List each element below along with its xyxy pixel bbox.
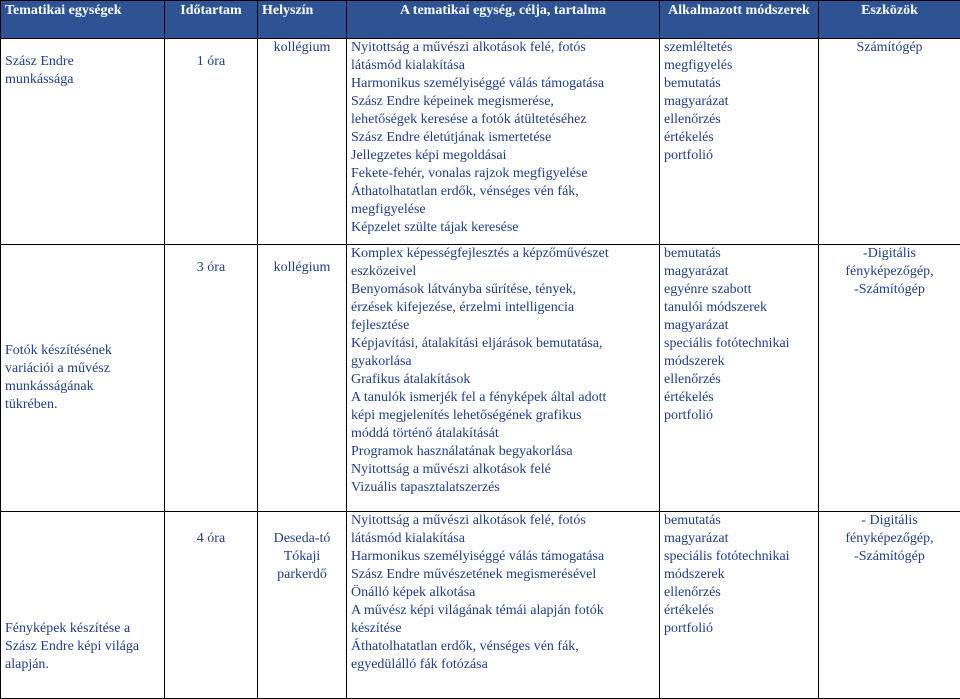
method-line: portfolió xyxy=(664,407,814,425)
method-line: magyarázat xyxy=(664,317,814,335)
content-line: Vizuális tapasztalatszerzés xyxy=(351,479,655,497)
place-line: Deseda-tó xyxy=(262,530,342,548)
tool-line: -Számítógép xyxy=(823,548,956,566)
content-line: eszközeivel xyxy=(351,263,655,281)
method-line: speciális fotótechnikai xyxy=(664,335,814,353)
place-cell xyxy=(258,39,347,245)
method-line: bemutatás xyxy=(664,512,814,530)
content-cell xyxy=(347,245,660,512)
methods-cell xyxy=(660,512,819,699)
method-line: megfigyelés xyxy=(664,57,814,75)
topic-line: Fotók készítésének xyxy=(5,342,160,360)
header-content: A tematikai egység, célja, tartalma xyxy=(347,1,660,39)
content-cell xyxy=(347,39,660,245)
content-line: Benyomások látványba sűrítése, tények, xyxy=(351,281,655,299)
method-line: ellenőrzés xyxy=(664,371,814,389)
place-cell xyxy=(258,245,347,512)
content-line: Szász Endre életútjának ismertetése xyxy=(351,129,655,147)
content-line: Áthatolhatatlan erdők, vénséges vén fák, xyxy=(351,183,655,201)
topic-cell xyxy=(1,245,165,512)
topic-cell xyxy=(1,39,165,245)
content-line: lehetőségek keresése a fotók átültetéséhez xyxy=(351,111,655,129)
content-line: Harmonikus személyiséggé válás támogatása xyxy=(351,75,655,93)
content-line: Programok használatának begyakorlása xyxy=(351,443,655,461)
tool-line: -Számítógép xyxy=(823,281,956,299)
content-line: Fekete-fehér, vonalas rajzok megfigyelése xyxy=(351,165,655,183)
content-line: Grafikus átalakítások xyxy=(351,371,655,389)
duration-cell: 1 óra xyxy=(165,39,258,245)
tools-cell xyxy=(819,512,960,699)
topic-line: tükrében. xyxy=(5,396,160,414)
content-line: Komplex képességfejlesztés a képzőművészet xyxy=(351,245,655,263)
tool-line: - Digitális xyxy=(823,512,956,530)
duration-cell: 3 óra xyxy=(165,245,258,512)
method-line: bemutatás xyxy=(664,75,814,93)
tool-line: Számítógép xyxy=(823,39,956,57)
content-line: Szász Endre művészetének megismerésével xyxy=(351,566,655,584)
place-line: kollégium xyxy=(262,39,342,57)
content-line: érzések kifejezése, érzelmi intelligencia xyxy=(351,299,655,317)
content-line: Képzelet szülte tájak keresése xyxy=(351,219,655,237)
topic-line: munkássága xyxy=(5,71,160,89)
tool-line: fényképezőgép, xyxy=(823,263,956,281)
methods-cell xyxy=(660,245,819,512)
method-line: magyarázat xyxy=(664,263,814,281)
content-line: egyedülálló fák fotózása xyxy=(351,656,655,674)
header-duration: Időtartam xyxy=(165,1,258,39)
method-line: bemutatás xyxy=(664,245,814,263)
content-line: megfigyelése xyxy=(351,201,655,219)
content-line: fejlesztése xyxy=(351,317,655,335)
content-line: A tanulók ismerjék fel a fényképek által adott xyxy=(351,389,655,407)
method-line: szemléltetés xyxy=(664,39,814,57)
content-line: készítése xyxy=(351,620,655,638)
method-line: ellenőrzés xyxy=(664,584,814,602)
method-line: értékelés xyxy=(664,129,814,147)
method-line: módszerek xyxy=(664,353,814,371)
header-methods: Alkalmazott módszerek xyxy=(660,1,819,39)
content-cell xyxy=(347,512,660,699)
content-line: látásmód kialakítása xyxy=(351,57,655,75)
method-line: speciális fotótechnikai xyxy=(664,548,814,566)
method-line: értékelés xyxy=(664,602,814,620)
topic-line: Szász Endre képi világa xyxy=(5,638,160,656)
methods-cell xyxy=(660,39,819,245)
method-line: értékelés xyxy=(664,389,814,407)
content-line: látásmód kialakítása xyxy=(351,530,655,548)
header-tools: Eszközök xyxy=(819,1,960,39)
topic-line: munkásságának xyxy=(5,378,160,396)
duration-cell: 4 óra xyxy=(165,512,258,699)
method-line: módszerek xyxy=(664,566,814,584)
header-topic: Tematikai egységek xyxy=(1,1,165,39)
place-line: kollégium xyxy=(262,259,342,277)
tool-line: fényképezőgép, xyxy=(823,530,956,548)
tool-line: -Digitális xyxy=(823,245,956,263)
content-line: gyakorlása xyxy=(351,353,655,371)
method-line: portfolió xyxy=(664,620,814,638)
table-row xyxy=(1,39,960,245)
topic-line: variációi a művész xyxy=(5,360,160,378)
place-line: Tókaji xyxy=(262,548,342,566)
tools-cell xyxy=(819,245,960,512)
topic-line: alapján. xyxy=(5,656,160,674)
table-row xyxy=(1,245,960,512)
method-line: magyarázat xyxy=(664,93,814,111)
topic-line: Fényképek készítése a xyxy=(5,620,160,638)
content-line: Nyitottság a művészi alkotások felé, fotós xyxy=(351,39,655,57)
place-line: parkerdő xyxy=(262,566,342,584)
topic-line: Szász Endre xyxy=(5,53,160,71)
method-line: portfolió xyxy=(664,147,814,165)
topic-cell xyxy=(1,512,165,699)
content-line: képi megjelenítés lehetőségének grafikus xyxy=(351,407,655,425)
content-line: Szász Endre képeinek megismerése, xyxy=(351,93,655,111)
content-line: A művész képi világának témái alapján fotók xyxy=(351,602,655,620)
place-cell xyxy=(258,512,347,699)
content-line: Jellegzetes képi megoldásai xyxy=(351,147,655,165)
method-line: egyénre szabott xyxy=(664,281,814,299)
content-line: Áthatolhatatlan erdők, vénséges vén fák, xyxy=(351,638,655,656)
method-line: tanulói módszerek xyxy=(664,299,814,317)
method-line: ellenőrzés xyxy=(664,111,814,129)
table-row xyxy=(1,512,960,699)
content-line: Önálló képek alkotása xyxy=(351,584,655,602)
content-line: Harmonikus személyiséggé válás támogatása xyxy=(351,548,655,566)
header-place: Helyszín xyxy=(258,1,347,39)
method-line: magyarázat xyxy=(664,530,814,548)
content-line: Nyitottság a művészi alkotások felé, fotós xyxy=(351,512,655,530)
content-line: Nyitottság a művészi alkotások felé xyxy=(351,461,655,479)
tools-cell xyxy=(819,39,960,245)
content-line: Képjavítási, átalakítási eljárások bemutatása, xyxy=(351,335,655,353)
content-line: móddá történő átalakítását xyxy=(351,425,655,443)
header-row xyxy=(1,1,960,39)
